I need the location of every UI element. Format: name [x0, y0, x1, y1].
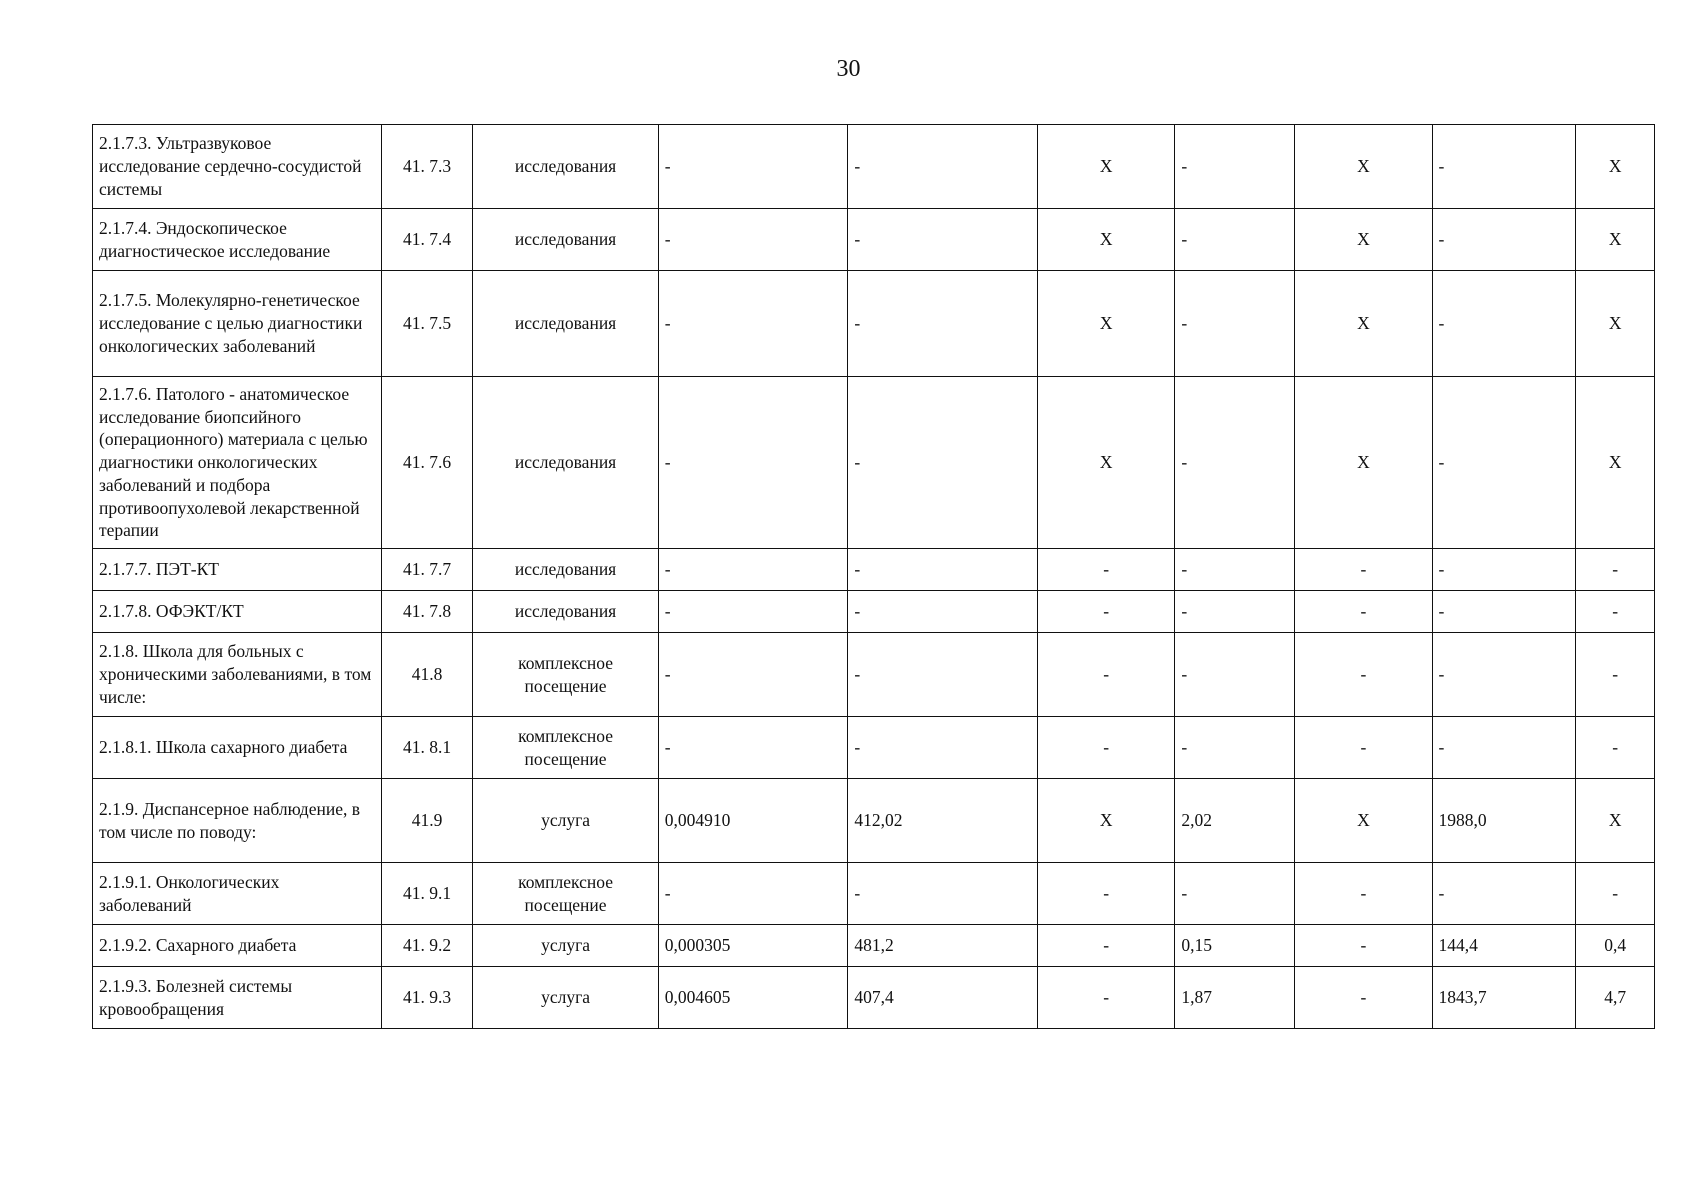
value-cell-5: - [1295, 863, 1432, 925]
value-cell-1: - [658, 209, 848, 271]
row-name-cell: 2.1.7.3. Ультразвуковое исследование сердечно-сосудистой системы [93, 125, 382, 209]
row-code-cell: 41.8 [381, 633, 473, 717]
row-code-cell: 41. 7.5 [381, 271, 473, 377]
value-cell-7: - [1576, 591, 1655, 633]
row-unit-cell: исследования [473, 271, 658, 377]
value-cell-5: - [1295, 717, 1432, 779]
value-cell-4: - [1175, 863, 1295, 925]
value-cell-3: - [1038, 925, 1175, 967]
table-row [93, 925, 1655, 967]
value-cell-1: - [658, 125, 848, 209]
value-cell-1: - [658, 377, 848, 549]
table-row [93, 967, 1655, 1029]
value-cell-2: - [848, 377, 1038, 549]
table-body [93, 125, 1655, 1029]
value-cell-5: - [1295, 967, 1432, 1029]
table-row [93, 209, 1655, 271]
row-name-cell: 2.1.9.2. Сахарного диабета [93, 925, 382, 967]
value-cell-2: 407,4 [848, 967, 1038, 1029]
table-row [93, 271, 1655, 377]
value-cell-4: - [1175, 209, 1295, 271]
row-code-cell: 41. 9.1 [381, 863, 473, 925]
row-unit-cell: исследования [473, 377, 658, 549]
value-cell-2: - [848, 717, 1038, 779]
value-cell-1: - [658, 633, 848, 717]
table-row [93, 863, 1655, 925]
value-cell-3: Х [1038, 209, 1175, 271]
value-cell-1: - [658, 863, 848, 925]
value-cell-1: 0,004605 [658, 967, 848, 1029]
value-cell-5: Х [1295, 125, 1432, 209]
value-cell-7: - [1576, 717, 1655, 779]
value-cell-5: Х [1295, 209, 1432, 271]
value-cell-2: 481,2 [848, 925, 1038, 967]
table-row [93, 633, 1655, 717]
value-cell-6: - [1432, 209, 1576, 271]
value-cell-7: Х [1576, 377, 1655, 549]
row-name-cell: 2.1.7.8. ОФЭКТ/КТ [93, 591, 382, 633]
value-cell-7: 0,4 [1576, 925, 1655, 967]
row-unit-cell: комплексное посещение [473, 863, 658, 925]
value-cell-2: - [848, 591, 1038, 633]
value-cell-3: Х [1038, 125, 1175, 209]
value-cell-5: - [1295, 591, 1432, 633]
row-code-cell: 41. 9.3 [381, 967, 473, 1029]
value-cell-2: 412,02 [848, 779, 1038, 863]
table-row [93, 591, 1655, 633]
row-unit-cell: услуга [473, 779, 658, 863]
value-cell-5: - [1295, 633, 1432, 717]
value-cell-4: - [1175, 591, 1295, 633]
table-row [93, 377, 1655, 549]
value-cell-2: - [848, 863, 1038, 925]
value-cell-2: - [848, 549, 1038, 591]
value-cell-2: - [848, 271, 1038, 377]
value-cell-4: - [1175, 125, 1295, 209]
value-cell-3: Х [1038, 779, 1175, 863]
value-cell-6: 144,4 [1432, 925, 1576, 967]
row-name-cell: 2.1.7.4. Эндоскопическое диагностическое исследование [93, 209, 382, 271]
value-cell-4: - [1175, 633, 1295, 717]
value-cell-3: Х [1038, 377, 1175, 549]
value-cell-3: - [1038, 633, 1175, 717]
row-code-cell: 41. 9.2 [381, 925, 473, 967]
row-code-cell: 41. 7.6 [381, 377, 473, 549]
value-cell-7: Х [1576, 209, 1655, 271]
row-name-cell: 2.1.7.7. ПЭТ-КТ [93, 549, 382, 591]
value-cell-7: Х [1576, 779, 1655, 863]
value-cell-6: - [1432, 377, 1576, 549]
row-unit-cell: услуга [473, 967, 658, 1029]
row-code-cell: 41. 7.7 [381, 549, 473, 591]
value-cell-6: - [1432, 549, 1576, 591]
value-cell-6: 1988,0 [1432, 779, 1576, 863]
row-unit-cell: комплексное посещение [473, 717, 658, 779]
row-unit-cell: исследования [473, 209, 658, 271]
value-cell-4: - [1175, 717, 1295, 779]
row-unit-cell: исследования [473, 591, 658, 633]
value-cell-7: - [1576, 549, 1655, 591]
value-cell-5: - [1295, 925, 1432, 967]
row-name-cell: 2.1.9. Диспансерное наблюдение, в том числе по поводу: [93, 779, 382, 863]
row-name-cell: 2.1.8.1. Школа сахарного диабета [93, 717, 382, 779]
table-row [93, 549, 1655, 591]
table-row [93, 779, 1655, 863]
value-cell-7: 4,7 [1576, 967, 1655, 1029]
value-cell-1: 0,004910 [658, 779, 848, 863]
value-cell-7: - [1576, 863, 1655, 925]
value-cell-4: - [1175, 377, 1295, 549]
value-cell-3: - [1038, 717, 1175, 779]
value-cell-1: - [658, 717, 848, 779]
table-row [93, 125, 1655, 209]
value-cell-1: 0,000305 [658, 925, 848, 967]
value-cell-5: Х [1295, 271, 1432, 377]
value-cell-6: 1843,7 [1432, 967, 1576, 1029]
value-cell-4: 1,87 [1175, 967, 1295, 1029]
value-cell-6: - [1432, 863, 1576, 925]
row-unit-cell: исследования [473, 549, 658, 591]
value-cell-7: - [1576, 633, 1655, 717]
value-cell-3: - [1038, 591, 1175, 633]
value-cell-4: 0,15 [1175, 925, 1295, 967]
value-cell-5: Х [1295, 377, 1432, 549]
value-cell-1: - [658, 591, 848, 633]
row-code-cell: 41. 8.1 [381, 717, 473, 779]
value-cell-2: - [848, 633, 1038, 717]
value-cell-6: - [1432, 591, 1576, 633]
row-name-cell: 2.1.7.6. Патолого - анатомическое исследование биопсийного (операционного) материала с целью диагностики онкологических заболеваний и подбора противоопухолевой лекарственной терапии [93, 377, 382, 549]
value-cell-6: - [1432, 633, 1576, 717]
row-unit-cell: услуга [473, 925, 658, 967]
row-code-cell: 41. 7.3 [381, 125, 473, 209]
value-cell-7: Х [1576, 271, 1655, 377]
value-cell-2: - [848, 209, 1038, 271]
value-cell-7: Х [1576, 125, 1655, 209]
row-code-cell: 41. 7.8 [381, 591, 473, 633]
value-cell-6: - [1432, 125, 1576, 209]
value-cell-1: - [658, 271, 848, 377]
page-number: 30 [836, 56, 861, 82]
value-cell-3: - [1038, 549, 1175, 591]
value-cell-4: 2,02 [1175, 779, 1295, 863]
data-table [92, 124, 1655, 1029]
value-cell-2: - [848, 125, 1038, 209]
row-name-cell: 2.1.7.5. Молекулярно-генетическое исследование с целью диагностики онкологических заболеваний [93, 271, 382, 377]
row-code-cell: 41. 7.4 [381, 209, 473, 271]
row-unit-cell: комплексное посещение [473, 633, 658, 717]
value-cell-3: Х [1038, 271, 1175, 377]
value-cell-3: - [1038, 967, 1175, 1029]
value-cell-5: - [1295, 549, 1432, 591]
value-cell-3: - [1038, 863, 1175, 925]
value-cell-1: - [658, 549, 848, 591]
value-cell-6: - [1432, 717, 1576, 779]
value-cell-6: - [1432, 271, 1576, 377]
table-row [93, 717, 1655, 779]
value-cell-4: - [1175, 549, 1295, 591]
value-cell-4: - [1175, 271, 1295, 377]
row-name-cell: 2.1.8. Школа для больных с хроническими заболеваниями, в том числе: [93, 633, 382, 717]
value-cell-5: Х [1295, 779, 1432, 863]
row-code-cell: 41.9 [381, 779, 473, 863]
row-name-cell: 2.1.9.3. Болезней системы кровообращения [93, 967, 382, 1029]
row-unit-cell: исследования [473, 125, 658, 209]
row-name-cell: 2.1.9.1. Онкологических заболеваний [93, 863, 382, 925]
